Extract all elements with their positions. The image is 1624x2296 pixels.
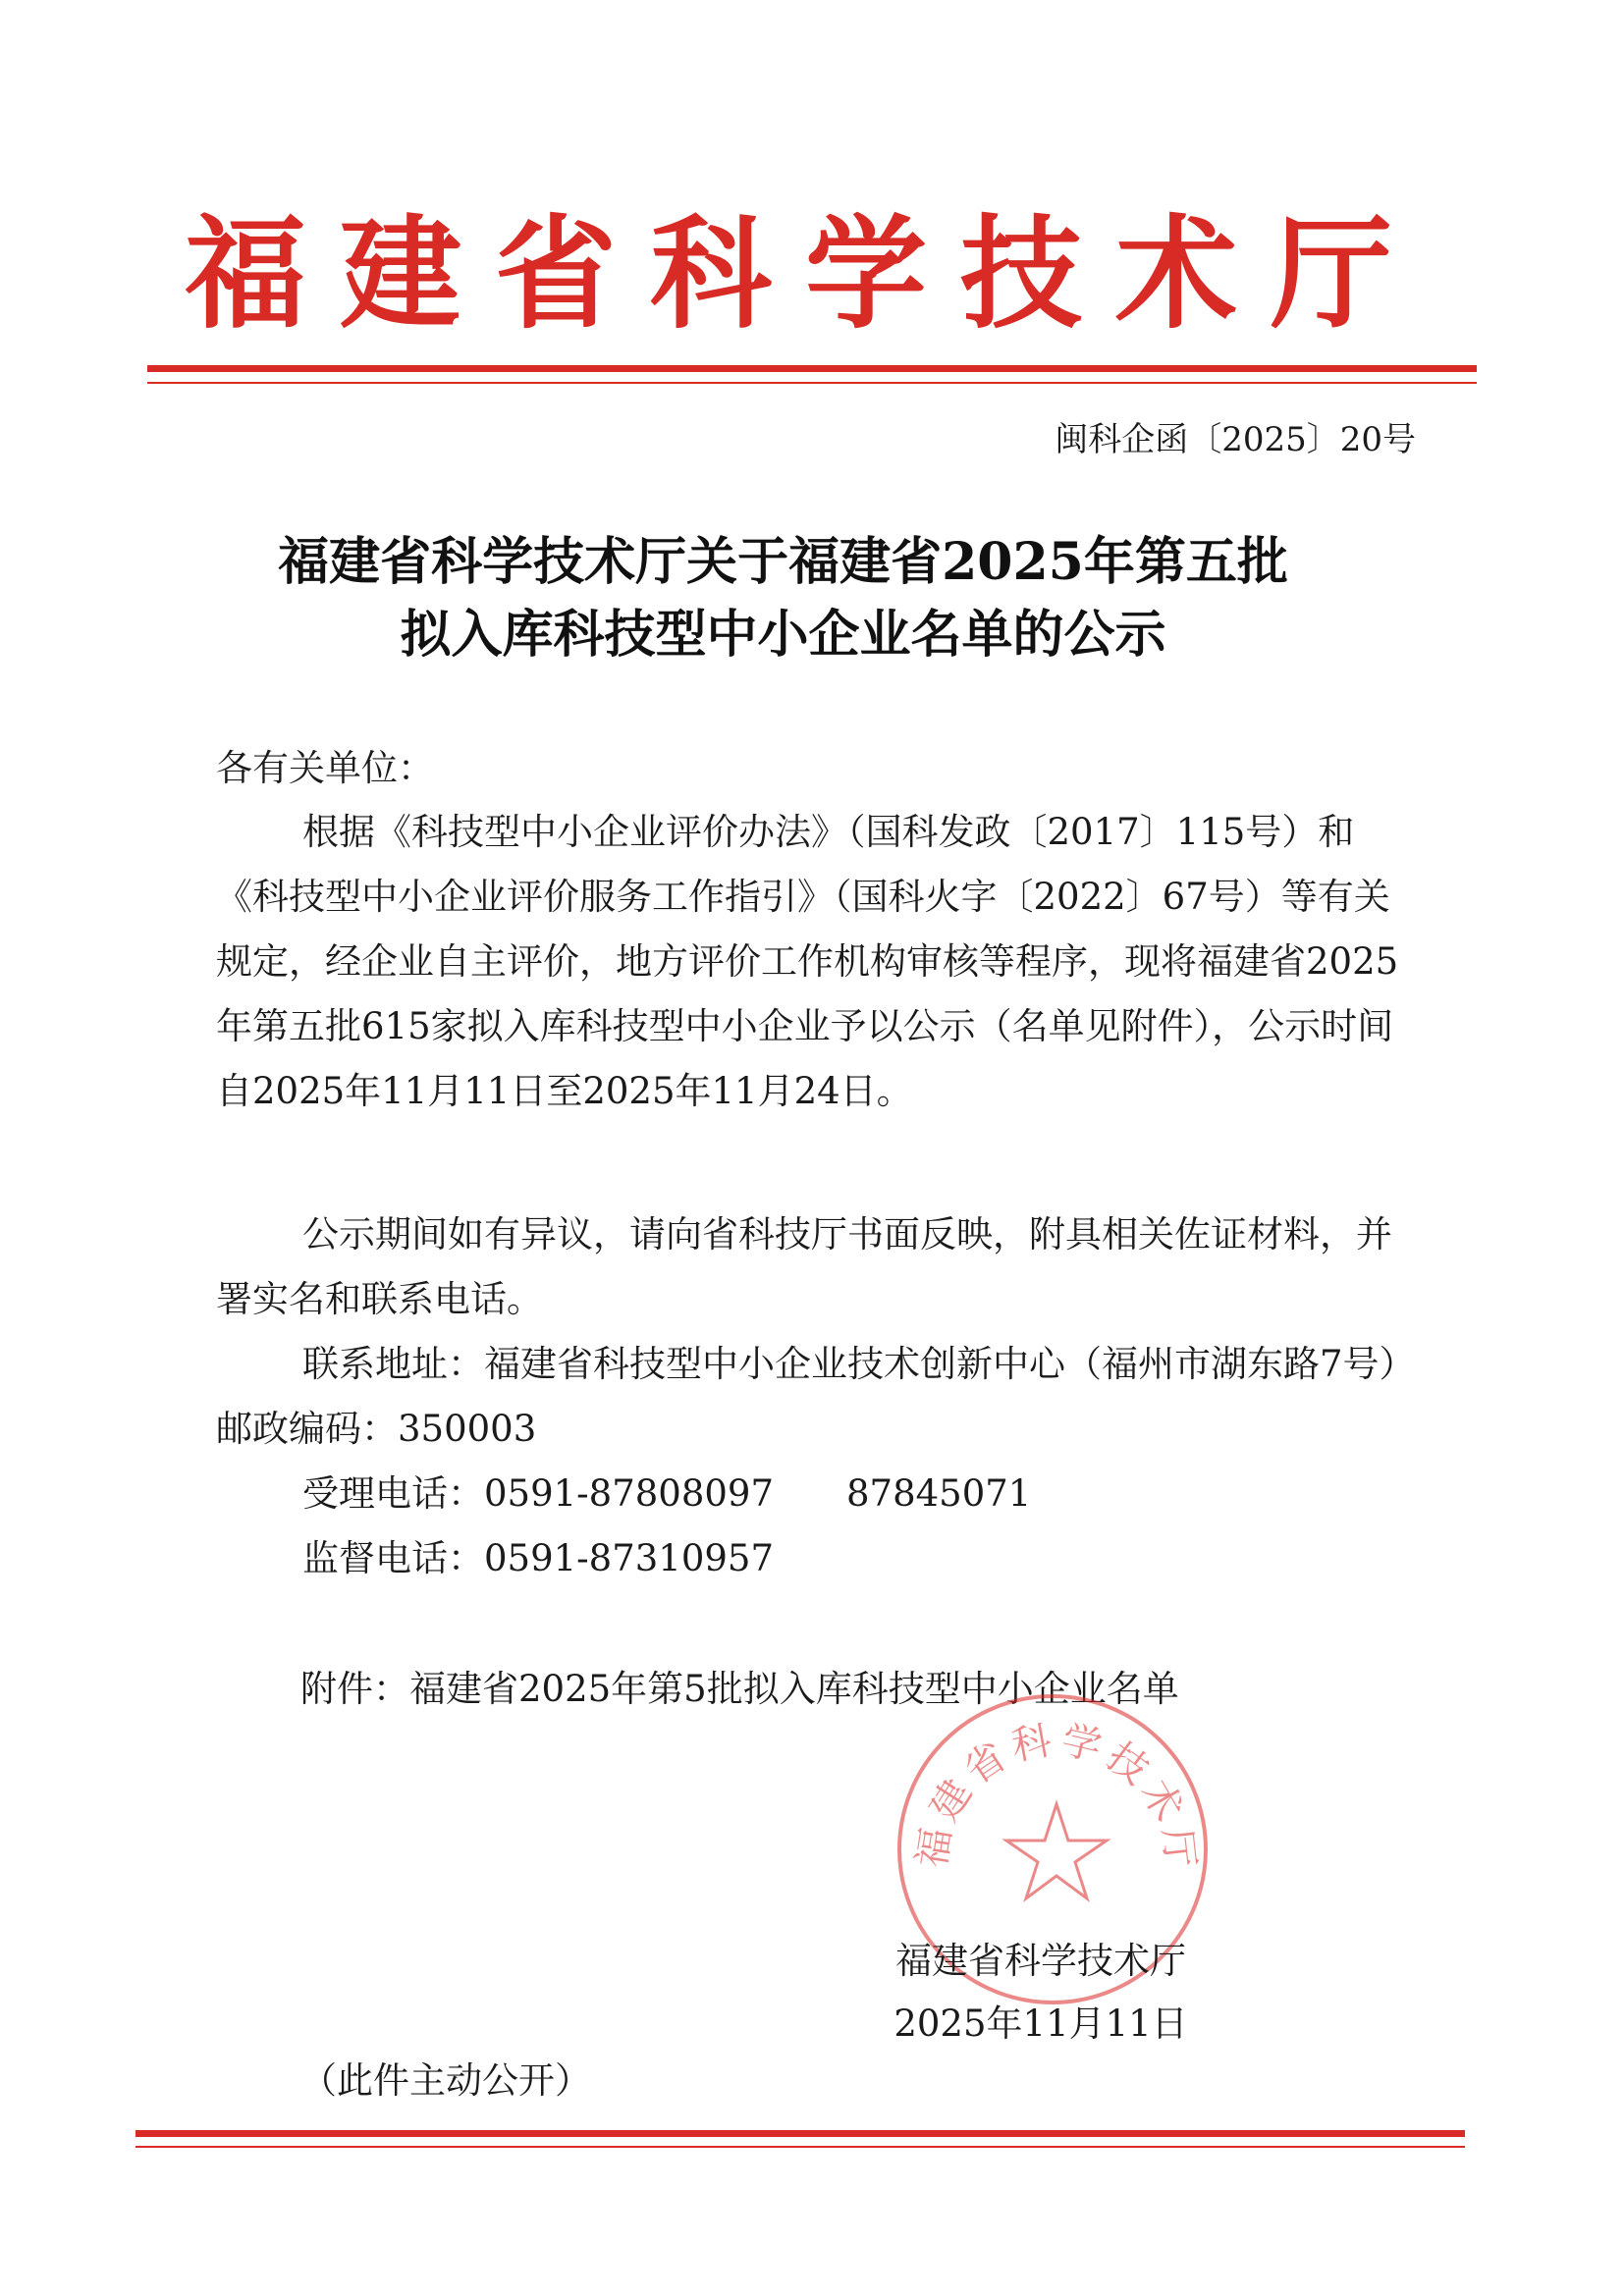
masthead-title: 福建省科学技术厅 [184, 203, 1426, 346]
footer-divider-thin [135, 2146, 1465, 2148]
body-paragraph-1: 根据《科技型中小企业评价办法》（国科发政〔2017〕115号）和《科技型中小企业评价服务工作指引》（国科火字〔2022〕67号）等有关规定，经企业自主评价，地方评价工作机构审核等程序，现将福建省2025年第五批615家拟入库科技型中小企业予以公示（名单见附件），公示时间自2025年11月11日至2025年11月24日。 [216, 811, 1399, 1112]
signature-org: 福建省科学技术厅 [895, 1940, 1186, 1982]
seal-text-path: 福建省科学技术厅 [909, 1717, 1204, 1876]
title-line-2: 拟入库科技型中小企业名单的公示 [400, 605, 1166, 665]
supervise-phone: 监督电话：0591-87310957 [302, 1537, 774, 1579]
body-paragraph-2: 公示期间如有异议，请向省科技厅书面反映，附具相关佐证材料，并署实名和联系电话。 [216, 1213, 1392, 1320]
header-divider-thick [147, 365, 1477, 372]
seal-text [909, 1717, 1203, 1876]
accept-phone: 受理电话：0591-87808097 87845071 [302, 1472, 1032, 1515]
seal-star-icon [1006, 1804, 1107, 1898]
salutation: 各有关单位： [216, 747, 434, 789]
document-number: 闽科企函〔2025〕20号 [1055, 420, 1416, 459]
signature-block [864, 1930, 1218, 2056]
attachment-note: 附件：福建省2025年第5批拟入库科技型中小企业名单 [300, 1668, 1179, 1710]
document-title [157, 526, 1409, 671]
contact-address: 联系地址：福建省科技型中小企业技术创新中心（福州市湖东路7号） 邮政编码：350003 [216, 1343, 1471, 1450]
contact-block [216, 1332, 1471, 1591]
openness-note: （此件主动公开） [300, 2059, 591, 2102]
header-divider-thin [147, 382, 1477, 384]
title-line-1: 福建省科学技术厅关于福建省2025年第五批 [278, 532, 1288, 592]
signature-date: 2025年11月11日 [893, 2002, 1188, 2045]
footer-divider-thick [135, 2130, 1465, 2137]
